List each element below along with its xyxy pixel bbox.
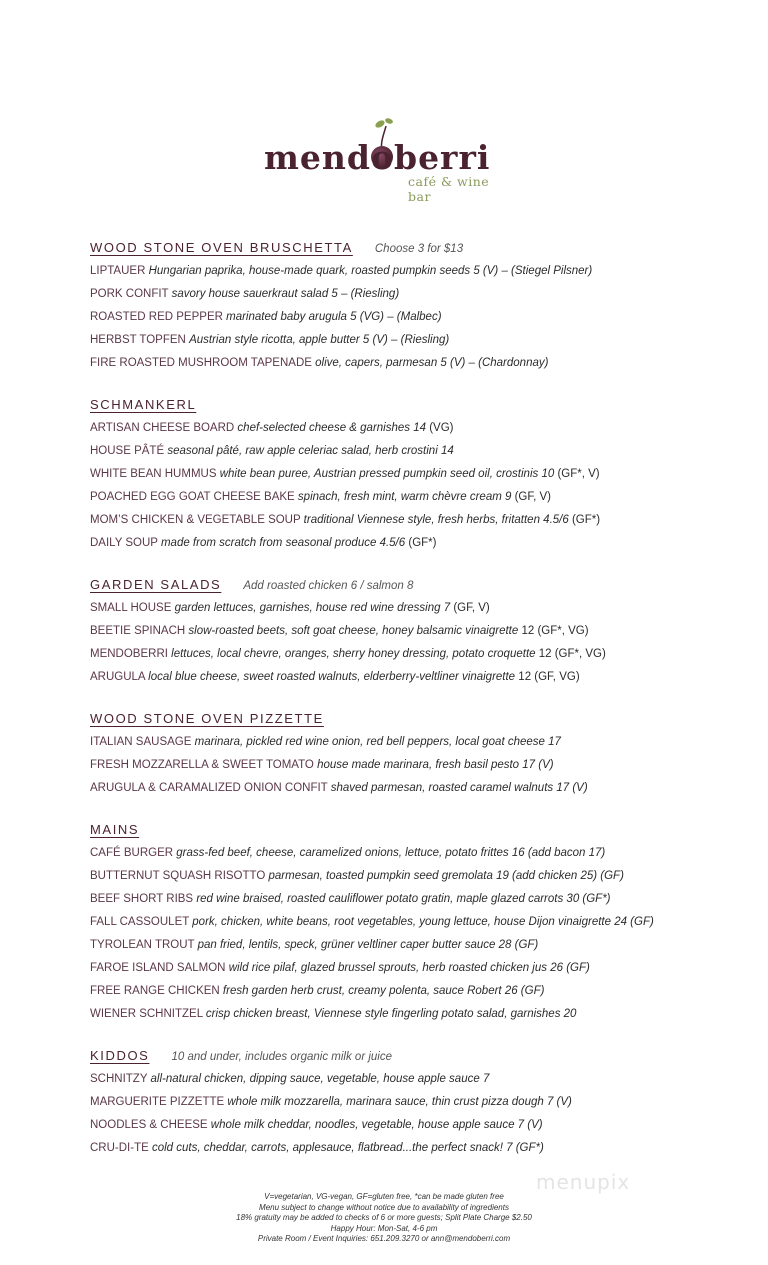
item-description: all-natural chicken, dipping sauce, vegetable, house apple sauce 7 [150, 1073, 490, 1085]
item-description: pan fried, lentils, speck, grüner veltliner caper butter sauce 28 (GF) [197, 939, 539, 951]
section-title: KIDDOS [90, 1048, 150, 1063]
item-description: wild rice pilaf, glazed brussel sprouts, herb roasted chicken jus 26 (GF) [228, 962, 590, 974]
item-description: grass-fed beef, cheese, caramelized onions, lettuce, potato frittes 16 (add bacon 17) [176, 847, 606, 859]
item-name: POACHED EGG GOAT CHEESE BAKE [90, 491, 295, 503]
item-description: marinara, pickled red wine onion, red bell peppers, local goat cheese 17 [194, 736, 561, 748]
section-header [90, 577, 730, 595]
menu-item [90, 417, 730, 440]
menu-item [90, 957, 730, 980]
menu-item [90, 842, 730, 865]
item-description: seasonal pâté, raw apple celeriac salad, herb crostini 14 [167, 445, 454, 457]
item-dietary-tags: (GF*) [408, 537, 437, 549]
menu-item [90, 597, 730, 620]
item-description: marinated baby arugula 5 (VG) – (Malbec) [226, 311, 442, 323]
item-dietary-tags: (GF, V) [514, 491, 552, 503]
item-name: WIENER SCHNITZEL [90, 1008, 203, 1020]
item-dietary-tags: (VG) [429, 422, 454, 434]
item-dietary-tags: 12 (GF*, VG) [521, 625, 589, 637]
section-note: 10 and under, includes organic milk or juice [171, 1051, 392, 1063]
section-title: MAINS [90, 822, 140, 837]
menu-item [90, 1137, 730, 1160]
item-description: pork, chicken, white beans, root vegetables, young lettuce, house Dijon vinaigrette 24 (GF) [192, 916, 654, 928]
menu-body [90, 240, 730, 1182]
item-name: FALL CASSOULET [90, 916, 190, 928]
footer-line: 18% gratuity may be added to checks of 6 or more guests; Split Plate Charge $2.50 [236, 1213, 532, 1222]
item-name: SMALL HOUSE [90, 602, 172, 614]
item-name: DAILY SOUP [90, 537, 158, 549]
item-name: FAROE ISLAND SALMON [90, 962, 226, 974]
watermark: menupix [536, 1170, 631, 1194]
menu-item [90, 1003, 730, 1026]
item-description: chef-selected cheese & garnishes 14 [237, 422, 427, 434]
menu-item [90, 980, 730, 1003]
menu-item [90, 1114, 730, 1137]
item-name: FREE RANGE CHICKEN [90, 985, 220, 997]
menu-item [90, 509, 730, 532]
menu-item [90, 754, 730, 777]
item-description: savory house sauerkraut salad 5 – (Riesling) [171, 288, 400, 300]
item-name: FRESH MOZZARELLA & SWEET TOMATO [90, 759, 314, 771]
item-name: HOUSE PÂTÉ [90, 445, 165, 457]
menu-item [90, 532, 730, 555]
item-name: WHITE BEAN HUMMUS [90, 468, 217, 480]
menu-item [90, 486, 730, 509]
menu-section [90, 240, 730, 375]
section-title: SCHMANKERL [90, 397, 197, 412]
item-dietary-tags: (GF, V) [453, 602, 490, 614]
menu-section [90, 1048, 730, 1160]
item-name: CAFÉ BURGER [90, 847, 174, 859]
item-description: local blue cheese, sweet roasted walnuts, elderberry-veltliner vinaigrette [148, 671, 516, 683]
item-description: Austrian style ricotta, apple butter 5 (V) – (Riesling) [189, 334, 450, 346]
item-description: house made marinara, fresh basil pesto 17 (V) [317, 759, 554, 771]
menu-item [90, 1091, 730, 1114]
item-dietary-tags: (GF*, V) [557, 468, 600, 480]
item-description: fresh garden herb crust, creamy polenta, sauce Robert 26 (GF) [222, 985, 545, 997]
menu-item [90, 643, 730, 666]
restaurant-logo [264, 112, 504, 204]
section-header [90, 397, 730, 415]
menu-section [90, 711, 730, 800]
item-description: red wine braised, roasted cauliflower potato gratin, maple glazed carrots 30 (GF*) [196, 893, 611, 905]
item-name: BUTTERNUT SQUASH RISOTTO [90, 870, 266, 882]
item-name: TYROLEAN TROUT [90, 939, 195, 951]
item-name: NOODLES & CHEESE [90, 1119, 208, 1131]
item-name: ARTISAN CHEESE BOARD [90, 422, 235, 434]
item-description: lettuces, local chevre, oranges, sherry honey dressing, potato croquette [171, 648, 536, 660]
item-dietary-tags: 12 (GF, VG) [518, 671, 580, 683]
footer-line: Menu subject to change without notice due to availability of ingredients [259, 1202, 509, 1212]
section-note: Choose 3 for $13 [374, 243, 464, 255]
item-name: MENDOBERRI [90, 648, 168, 660]
footer-line: Private Room / Event Inquiries: 651.209.3270 or ann@mendoberri.com [257, 1234, 511, 1243]
menu-section [90, 577, 730, 689]
menu-section [90, 397, 730, 555]
item-description: whole milk mozzarella, marinara sauce, thin crust pizza dough 7 (V) [227, 1096, 572, 1108]
item-description: whole milk cheddar, noodles, vegetable, house apple sauce 7 (V) [210, 1119, 543, 1131]
section-header [90, 822, 730, 840]
footer-line: Happy Hour: Mon-Sat, 4-6 pm [330, 1223, 438, 1233]
logo-tagline: café & wine bar [408, 174, 490, 204]
item-description: slow-roasted beets, soft goat cheese, honey balsamic vinaigrette [188, 625, 519, 637]
item-dietary-tags: 12 (GF*, VG) [538, 648, 606, 660]
item-name: ITALIAN SAUSAGE [90, 736, 192, 748]
menu-section [90, 822, 730, 1026]
menu-footer [0, 1192, 768, 1245]
item-name: PORK CONFIT [90, 288, 169, 300]
item-name: HERBST TOPFEN [90, 334, 186, 346]
menu-item [90, 666, 730, 689]
item-description: Hungarian paprika, house-made quark, roasted pumpkin seeds 5 (V) – (Stiegel Pilsner) [148, 265, 593, 277]
item-name: BEEF SHORT RIBS [90, 893, 194, 905]
menu-item [90, 865, 730, 888]
item-name: SCHNITZY [90, 1073, 148, 1085]
section-header [90, 711, 730, 729]
item-description: made from scratch from seasonal produce 4.5/6 [160, 537, 406, 549]
menu-item [90, 306, 730, 329]
section-header [90, 240, 730, 258]
menu-item [90, 440, 730, 463]
section-header [90, 1048, 730, 1066]
item-description: spinach, fresh mint, warm chèvre cream 9 [297, 491, 512, 503]
item-dietary-tags: (GF*) [571, 514, 601, 526]
section-title: WOOD STONE OVEN BRUSCHETTA [90, 240, 353, 255]
item-description: traditional Viennese style, fresh herbs, fritatten 4.5/6 [303, 514, 569, 526]
item-name: LIPTAUER [90, 265, 146, 277]
item-description: parmesan, toasted pumpkin seed gremolata 19 (add chicken 25) (GF) [268, 870, 624, 882]
menu-item [90, 463, 730, 486]
menu-item [90, 1068, 730, 1091]
item-description: shaved parmesan, roasted caramel walnuts 17 (V) [330, 782, 588, 794]
item-name: ARUGULA [90, 671, 145, 683]
item-name: CRU-DI-TE [90, 1142, 149, 1154]
item-name: MARGUERITE PIZZETTE [90, 1096, 225, 1108]
section-title: WOOD STONE OVEN PIZZETTE [90, 711, 324, 726]
item-name: BEETIE SPINACH [90, 625, 186, 637]
menu-item [90, 911, 730, 934]
menu-item [90, 329, 730, 352]
section-title: GARDEN SALADS [90, 577, 222, 592]
menu-item [90, 620, 730, 643]
menu-item [90, 260, 730, 283]
logo-wordmark: mendoberri [264, 138, 491, 177]
item-name: ARUGULA & CARAMALIZED ONION CONFIT [90, 782, 328, 794]
menu-item [90, 731, 730, 754]
item-description: olive, capers, parmesan 5 (V) – (Chardonnay) [315, 357, 549, 369]
item-description: crisp chicken breast, Viennese style fingerling potato salad, garnishes 20 [205, 1008, 577, 1020]
item-description: white bean puree, Austrian pressed pumpkin seed oil, crostinis 10 [219, 468, 555, 480]
menu-item [90, 934, 730, 957]
item-description: cold cuts, cheddar, carrots, applesauce, flatbread...the perfect snack! 7 (GF*) [151, 1142, 544, 1154]
menu-item [90, 888, 730, 911]
menu-item [90, 777, 730, 800]
item-name: MOM’S CHICKEN & VEGETABLE SOUP [90, 514, 301, 526]
item-description: garden lettuces, garnishes, house red wine dressing 7 [174, 602, 451, 614]
item-name: ROASTED RED PEPPER [90, 311, 223, 323]
menu-item [90, 283, 730, 306]
footer-line: V=vegetarian, VG-vegan, GF=gluten free, *can be made gluten free [264, 1192, 504, 1201]
section-note: Add roasted chicken 6 / salmon 8 [243, 580, 414, 592]
item-name: FIRE ROASTED MUSHROOM TAPENADE [90, 357, 312, 369]
menu-item [90, 352, 730, 375]
